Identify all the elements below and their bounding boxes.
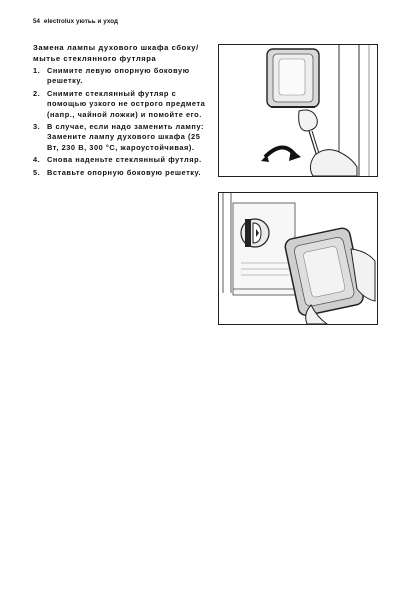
step-number: 5.: [33, 167, 41, 177]
step-5: [33, 168, 213, 178]
page-header: [33, 18, 118, 25]
step-text: Снова наденьте стеклянный футляр.: [47, 155, 202, 165]
step-1: [33, 66, 213, 87]
step-3: [33, 122, 213, 153]
step-number: 4.: [33, 155, 41, 165]
running-title: electrolux уютьь и уход: [43, 18, 119, 25]
step-2: [33, 89, 213, 120]
step-text: В случае, если надо заменить лампу: Замените лампу духового шкафа (25 Вт, 230 В, 300 °С, жароустойчивая).: [47, 122, 205, 152]
illustration-lamp-and-cover: [218, 192, 378, 325]
step-number: 1.: [33, 66, 41, 75]
instruction-steps: [33, 66, 213, 180]
step-text: Вставьте опорную боковую решетку.: [47, 167, 202, 177]
step-number: 3.: [33, 122, 41, 132]
step-text: Снимите стеклянный футляр с помощью узкого не острого предмета (напр., чайной ложки) и помойте его.: [47, 88, 206, 119]
step-text: Снимите левую опорную боковую решетку.: [47, 66, 190, 86]
illustration-remove-lamp-cover: [218, 44, 378, 177]
section-title: Замена лампы духового шкафа сбоку/мытье стеклянного футляра: [33, 43, 199, 63]
lamp-replacement-drawing: [219, 193, 377, 324]
step-4: [33, 155, 213, 165]
page-number: 54: [33, 18, 41, 25]
lamp-cover-removal-drawing: [219, 45, 377, 176]
step-number: 2.: [33, 88, 41, 98]
